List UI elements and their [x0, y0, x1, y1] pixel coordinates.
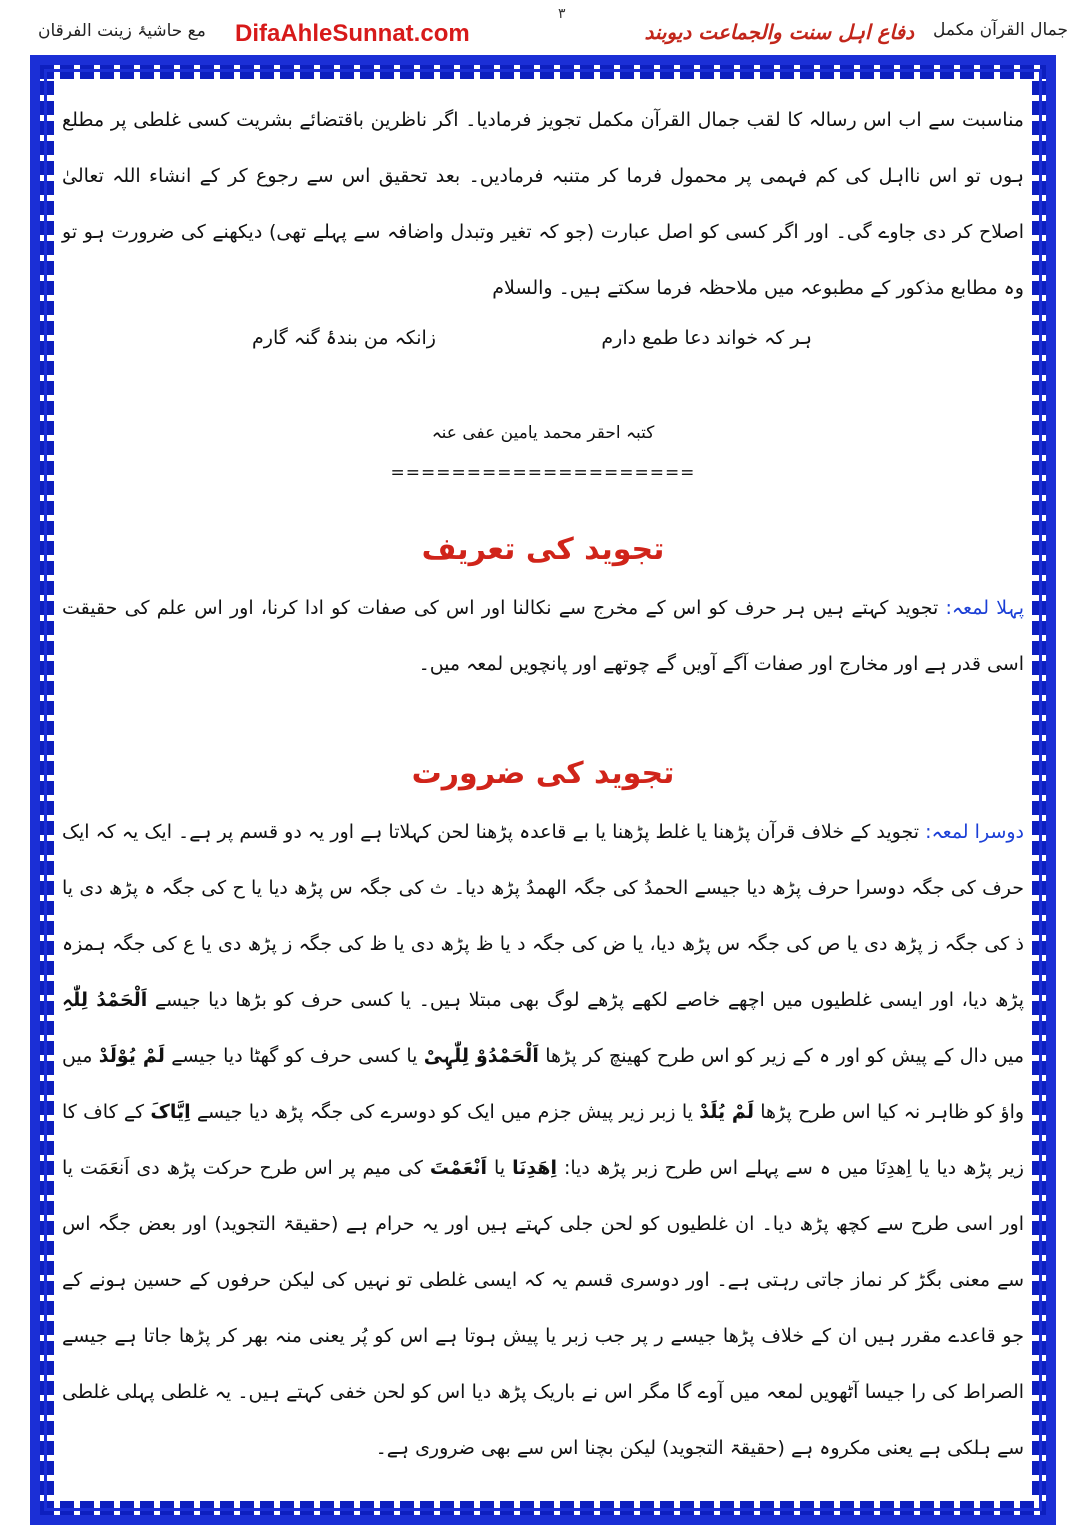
quran-phrase-2: اَلْحَمْدُوْ لِلّٰہِیْ: [423, 1045, 539, 1067]
couplet-second-half: زانکہ من بندۂ گنہ گارم: [252, 327, 436, 349]
section2-text-h: کی میم پر اس طرح حرکت پڑھ دی اَنعَمَت یا اور اسی طرح سے کچھ پڑھ دیا۔ ان غلطیوں کو لحن جلی کہتے ہیں اور یہ حرام ہے (حقیقۃ التجوید) اور بعض جگہ اس سے معنی بگڑ کر نماز جاتی رہتی ہے۔ اور دوسری قسم یہ کہ ایسی غلطی تو نہیں کی لیکن حرفوں کے حسین ہونے کے جو قاعدے مقرر ہیں ان کے خلاف پڑھا جیسے ر پر جب زبر یا پیش ہوتا ہے اس کو پُر یعنی منہ بھر کر پڑھا جاتا ہے جیسے الصراط کی را جیسا آٹھویں لمعہ میں آوے گا مگر اس نے باریک پڑھ دیا اس کو لحن خفی کہتے ہیں۔ یہ غلطی پہلی غلطی سے ہلکی ہے یعنی مکروہ ہے (حقیقۃ التجوید) لیکن بچنا اس سے بھی ضروری ہے۔: [62, 1157, 1024, 1459]
section2-label: دوسرا لمعہ:: [925, 821, 1024, 843]
header-book-title: جمال القرآن مکمل: [933, 20, 1068, 40]
quran-phrase-7: اَنْعَمْتَ: [429, 1157, 488, 1179]
header-annotation-title: مع حاشیۂ زینت الفرقان: [38, 21, 206, 41]
section1-label: پہلا لمعہ:: [945, 597, 1024, 619]
section2-text-a: تجوید کے خلاف قرآن پڑھنا یا غلط پڑھنا یا بے قاعدہ پڑھنا لحن کہلاتا ہے اور یہ دو قسم پر ہے۔ ایک یہ کہ ایک حرف کی جگہ دوسرا حرف پڑھ دیا جیسے الحمدُ کی جگہ الھمدُ پڑھ دیا۔ ث کی جگہ س پڑھ دیا یا ح کی جگہ ہ پڑھ دی یا ذ کی جگہ ز پڑھ دی یا ص کی جگہ س پڑھ دیا، یا ض کی جگہ د یا ظ پڑھ دی یا ظ کی جگہ ز پڑھ دی یا ع کی جگہ ہمزہ پڑھ دیا، اور ایسی غلطیوں میں اچھے خاصے لکھے پڑھے لوگ بھی مبتلا ہیں۔ یا کسی حرف کو بڑھا دیا جیسے: [62, 821, 1024, 1011]
section2-text-d: میں واؤ کو ظاہر نہ کیا اس طرح پڑھا: [62, 1045, 1025, 1123]
header-site-link[interactable]: DifaAhleSunnat.com: [235, 20, 470, 47]
section2-text-f: کے کاف کا زیر پڑھ دیا یا اِھدِنَا میں ہ سے پہلے اس طرح زبر پڑھ دیا:: [62, 1101, 1024, 1179]
quran-phrase-4: لَمْ یُلَدْ: [699, 1101, 754, 1123]
divider-rule: ====================: [390, 463, 696, 483]
intro-paragraph: مناسبت سے اب اس رسالہ کا لقب جمال القرآن مکمل تجویز فرمادیا۔ اگر ناظرین باقتضائے بشریت کسی غلطی پر مطلع ہوں تو اس نااہل کی کم فہمی پر محمول فرما کر متنبہ فرمادیں۔ بعد تحقیق اس سے رجوع کر کے انشاء اللہ تعالیٰ اصلاح کر دی جاوے گی۔ اور اگر کسی کو اصل عبارت (جو کہ تغیر وتبدل واضافہ سے پہلے تھی) دیکھنے کی ضرورت ہو تو وہ مطابع مذکور کے مطبوعہ میں ملاحظہ فرما سکتے ہیں۔ والسلام: [62, 109, 1024, 299]
section-heading-definition: تجوید کی تعریف: [421, 532, 665, 567]
quran-phrase-5: اِیَّاکَ: [150, 1101, 191, 1123]
section2-text-e: یا زبر زیر پیش جزم میں ایک کو دوسرے کی جگہ پڑھ دیا جیسے: [196, 1101, 693, 1123]
author-signature: کتبہ احقر محمد یامین عفی عنہ: [431, 423, 655, 443]
page-content: [62, 92, 1024, 1476]
header-page-mark: ۳: [558, 6, 566, 22]
section2-text-c: یا کسی حرف کو گھٹا دیا جیسے: [171, 1045, 418, 1067]
section2-paragraph: [62, 804, 1024, 1476]
couplet-first-half: ہر کہ خواند دعا طمع دارم: [601, 327, 812, 349]
section2-text-g: یا: [494, 1157, 506, 1179]
page-header: [0, 0, 1086, 54]
section1-paragraph: [62, 580, 1024, 692]
section-heading-necessity: تجوید کی ضرورت: [411, 756, 675, 791]
header-organization-title: دفاع اہل سنت والجماعت دیوبند: [644, 20, 914, 44]
section2-text-b: میں دال کے پیش کو اور ہ کے زیر کو اس طرح کھینچ کر پڑھا: [545, 1045, 1025, 1067]
quran-phrase-3: لَمْ یُوْلَدْ: [98, 1045, 165, 1067]
section1-text: تجوید کہتے ہیں ہر حرف کو اس کے مخرج سے نکالنا اور اس کی صفات کو ادا کرنا، اور اس علم کی حقیقت اسی قدر ہے اور مخارج اور صفات آگے آویں گے چوتھے اور پانچویں لمعہ میں۔: [62, 597, 1024, 675]
persian-couplet: [252, 318, 812, 358]
quran-phrase-6: اِھَدِنَا: [512, 1157, 557, 1179]
quran-phrase-1: اَلْحَمْدُ لِلّٰہِ: [62, 989, 148, 1011]
